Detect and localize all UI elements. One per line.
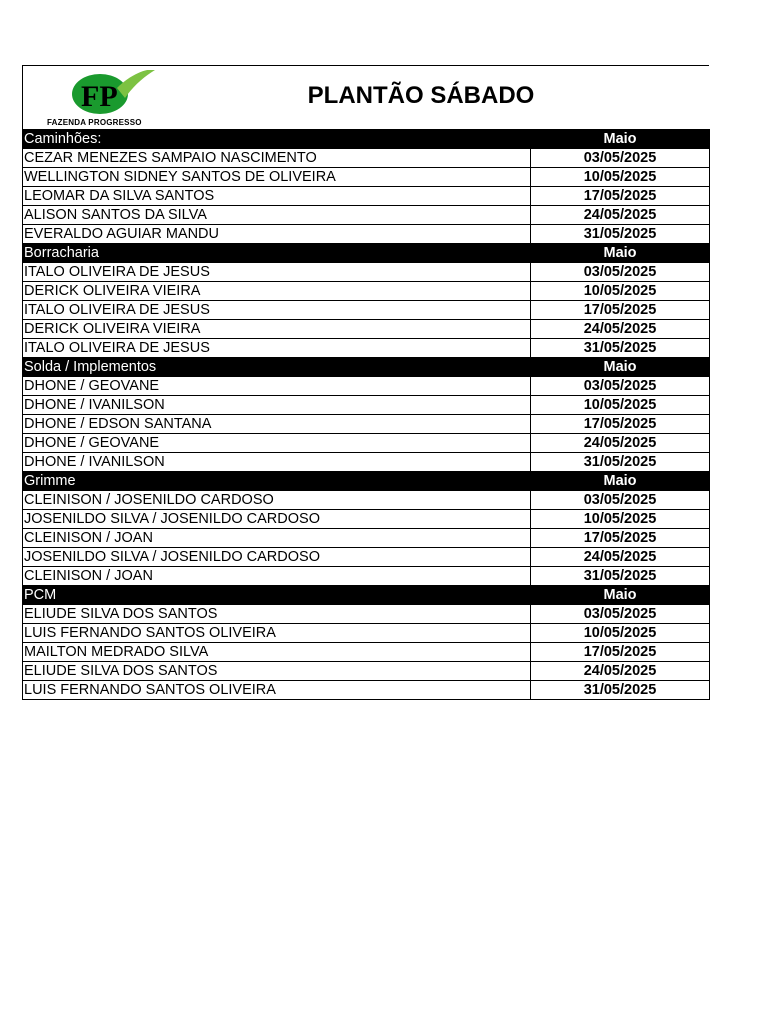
- employee-name: DHONE / IVANILSON: [23, 396, 531, 415]
- section-month: Maio: [531, 472, 710, 491]
- shift-date: 24/05/2025: [531, 206, 710, 225]
- section-header: [23, 130, 710, 149]
- table-row: [23, 567, 710, 586]
- shift-date: 31/05/2025: [531, 339, 710, 358]
- employee-name: LEOMAR DA SILVA SANTOS: [23, 187, 531, 206]
- section-header: [23, 358, 710, 377]
- logo-text: FAZENDA PROGRESSO: [47, 118, 142, 127]
- table-row: [23, 434, 710, 453]
- employee-name: WELLINGTON SIDNEY SANTOS DE OLIVEIRA: [23, 168, 531, 187]
- shift-date: 17/05/2025: [531, 187, 710, 206]
- employee-name: CEZAR MENEZES SAMPAIO NASCIMENTO: [23, 149, 531, 168]
- shift-date: 03/05/2025: [531, 149, 710, 168]
- table-row: [23, 624, 710, 643]
- section-month: Maio: [531, 586, 710, 605]
- table-row: [23, 149, 710, 168]
- table-row: [23, 320, 710, 339]
- employee-name: DERICK OLIVEIRA VIEIRA: [23, 320, 531, 339]
- table-row: [23, 282, 710, 301]
- shift-date: 10/05/2025: [531, 282, 710, 301]
- employee-name: DHONE / GEOVANE: [23, 434, 531, 453]
- employee-name: LUIS FERNANDO SANTOS OLIVEIRA: [23, 681, 531, 700]
- table-row: [23, 529, 710, 548]
- shift-date: 17/05/2025: [531, 529, 710, 548]
- table-row: [23, 225, 710, 244]
- table-row: [23, 681, 710, 700]
- section-name: Grimme: [23, 472, 531, 491]
- shift-date: 17/05/2025: [531, 643, 710, 662]
- employee-name: DERICK OLIVEIRA VIEIRA: [23, 282, 531, 301]
- shift-date: 10/05/2025: [531, 396, 710, 415]
- logo-mark: FP: [81, 80, 118, 113]
- employee-name: ITALO OLIVEIRA DE JESUS: [23, 263, 531, 282]
- shift-date: 24/05/2025: [531, 662, 710, 681]
- employee-name: CLEINISON / JOSENILDO CARDOSO: [23, 491, 531, 510]
- employee-name: MAILTON MEDRADO SILVA: [23, 643, 531, 662]
- section-name: Caminhões:: [23, 130, 531, 149]
- section-month: Maio: [531, 130, 710, 149]
- table-row: [23, 662, 710, 681]
- employee-name: JOSENILDO SILVA / JOSENILDO CARDOSO: [23, 548, 531, 567]
- section-month: Maio: [531, 244, 710, 263]
- employee-name: CLEINISON / JOAN: [23, 567, 531, 586]
- shift-date: 31/05/2025: [531, 453, 710, 472]
- shift-date: 24/05/2025: [531, 434, 710, 453]
- table-row: [23, 605, 710, 624]
- shift-date: 31/05/2025: [531, 681, 710, 700]
- table-row: [23, 339, 710, 358]
- shift-date: 31/05/2025: [531, 225, 710, 244]
- table-row: [23, 396, 710, 415]
- section-name: PCM: [23, 586, 531, 605]
- table-row: [23, 453, 710, 472]
- shift-date: 03/05/2025: [531, 377, 710, 396]
- table-row: [23, 491, 710, 510]
- table-row: [23, 510, 710, 529]
- table-row: [23, 415, 710, 434]
- shift-date: 24/05/2025: [531, 548, 710, 567]
- table-row: [23, 168, 710, 187]
- shift-date: 17/05/2025: [531, 301, 710, 320]
- section-name: Borracharia: [23, 244, 531, 263]
- section-month: Maio: [531, 358, 710, 377]
- section-header: [23, 586, 710, 605]
- section-header: [23, 472, 710, 491]
- employee-name: ITALO OLIVEIRA DE JESUS: [23, 301, 531, 320]
- table-row: [23, 643, 710, 662]
- employee-name: ITALO OLIVEIRA DE JESUS: [23, 339, 531, 358]
- shift-date: 17/05/2025: [531, 415, 710, 434]
- table-row: [23, 206, 710, 225]
- page-title: PLANTÃO SÁBADO: [307, 82, 535, 109]
- employee-name: JOSENILDO SILVA / JOSENILDO CARDOSO: [23, 510, 531, 529]
- employee-name: LUIS FERNANDO SANTOS OLIVEIRA: [23, 624, 531, 643]
- shift-date: 10/05/2025: [531, 510, 710, 529]
- employee-name: ALISON SANTOS DA SILVA: [23, 206, 531, 225]
- section-name: Solda / Implementos: [23, 358, 531, 377]
- shift-date: 10/05/2025: [531, 168, 710, 187]
- employee-name: ELIUDE SILVA DOS SANTOS: [23, 662, 531, 681]
- employee-name: EVERALDO AGUIAR MANDU: [23, 225, 531, 244]
- table-row: [23, 548, 710, 567]
- shift-date: 31/05/2025: [531, 567, 710, 586]
- employee-name: DHONE / IVANILSON: [23, 453, 531, 472]
- schedule-sheet: [22, 65, 709, 700]
- shift-date: 24/05/2025: [531, 320, 710, 339]
- shift-date: 03/05/2025: [531, 605, 710, 624]
- shift-date: 10/05/2025: [531, 624, 710, 643]
- employee-name: ELIUDE SILVA DOS SANTOS: [23, 605, 531, 624]
- employee-name: DHONE / GEOVANE: [23, 377, 531, 396]
- schedule-table: [22, 129, 710, 700]
- table-row: [23, 187, 710, 206]
- shift-date: 03/05/2025: [531, 491, 710, 510]
- section-header: [23, 244, 710, 263]
- employee-name: DHONE / EDSON SANTANA: [23, 415, 531, 434]
- table-row: [23, 301, 710, 320]
- employee-name: CLEINISON / JOAN: [23, 529, 531, 548]
- sheet-header: [22, 65, 709, 129]
- shift-date: 03/05/2025: [531, 263, 710, 282]
- table-row: [23, 377, 710, 396]
- table-row: [23, 263, 710, 282]
